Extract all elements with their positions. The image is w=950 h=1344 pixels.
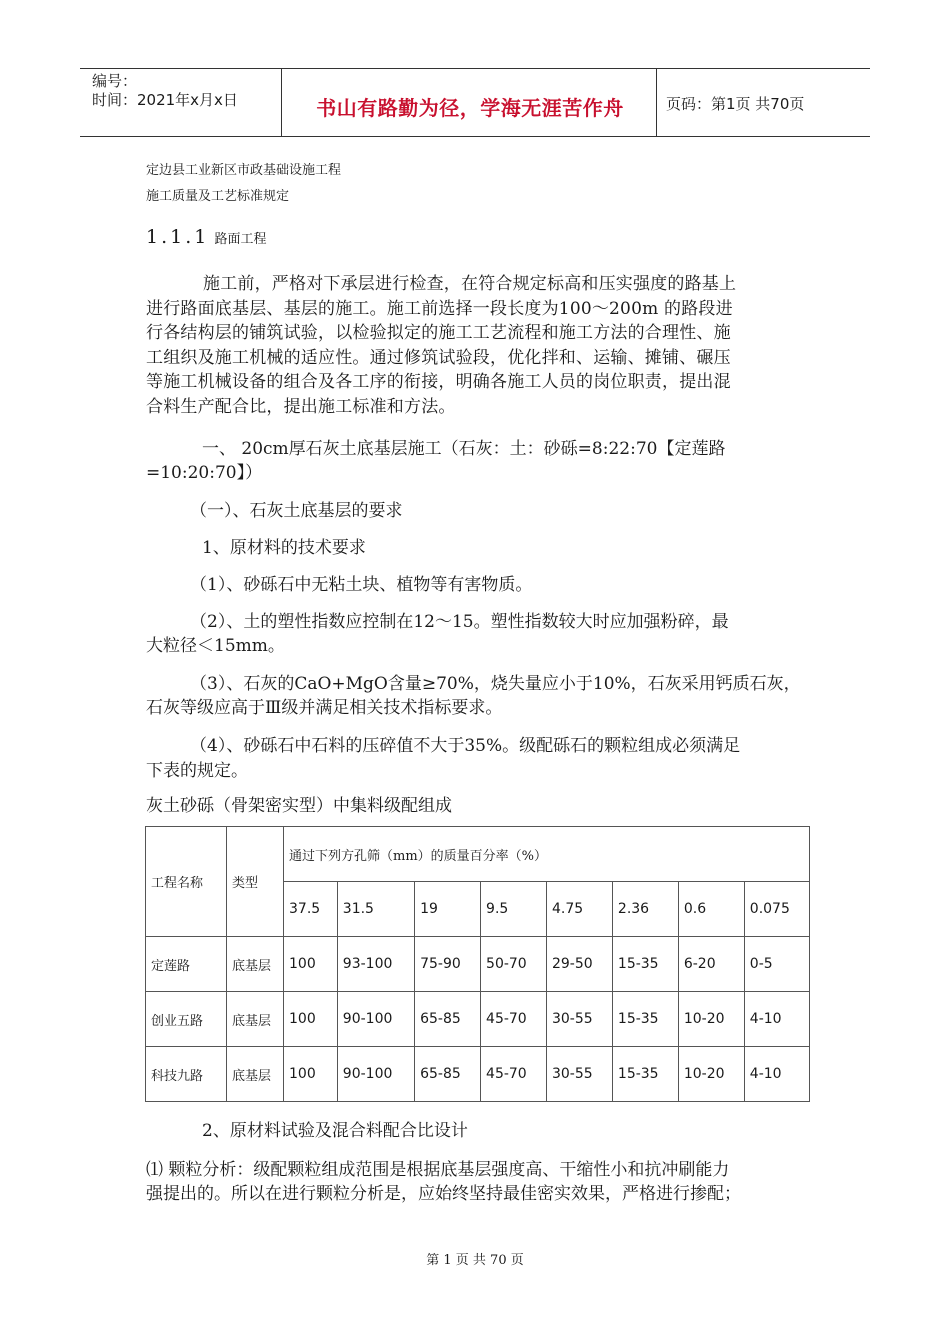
column-header-type: 类型 [227, 827, 284, 937]
header-time-label: 时间：2021年x月x日 [92, 91, 238, 109]
row-value: 50-70 [481, 937, 547, 992]
row-value: 10-20 [678, 1047, 744, 1102]
requirement-2-line1: （2）、土的塑性指数应控制在12～15。塑性指数较大时应加强粉碎，最 [190, 612, 729, 632]
row-type: 底基层 [227, 937, 284, 992]
column-header-passing: 通过下列方孔筛（mm）的质量百分率（%） [284, 827, 810, 882]
row-value: 93-100 [337, 937, 414, 992]
requirement-4-line1: （4）、砂砾石中石料的压碎值不大于35%。级配砾石的颗粒组成必须满足 [190, 736, 741, 756]
row-type: 底基层 [227, 992, 284, 1047]
analysis-line2: 强提出的。所以在进行颗粒分析是，应始终坚持最佳密实效果，严格进行掺配； [146, 1184, 741, 1204]
header-divider-left [281, 68, 282, 136]
sub-heading-requirements: （一）、石灰土底基层的要求 [190, 501, 403, 521]
table-header-row [146, 827, 810, 882]
row-value: 30-55 [546, 1047, 612, 1102]
section-title: 路面工程 [214, 232, 267, 247]
row-name: 定莲路 [146, 937, 227, 992]
document-subtitle: 施工质量及工艺标准规定 [146, 189, 290, 204]
requirement-4-line2: 下表的规定。 [146, 761, 248, 781]
row-value: 29-50 [546, 937, 612, 992]
sieve-size: 2.36 [612, 882, 678, 937]
table-row [146, 992, 810, 1047]
intro-line: 等施工机械设备的组合及各工序的衔接，明确各施工人员的岗位职责，提出混 [146, 372, 731, 392]
row-value: 30-55 [546, 992, 612, 1047]
sieve-size: 0.6 [678, 882, 744, 937]
page-footer: 第 1 页 共 70 页 [426, 1253, 524, 1268]
intro-line: 施工前，严格对下承层进行检查，在符合规定标高和压实强度的路基上 [203, 274, 737, 294]
sieve-size: 9.5 [481, 882, 547, 937]
table-row [146, 1047, 810, 1102]
header-top-rule [80, 68, 870, 69]
intro-line: 行各结构层的铺筑试验，以检验拟定的施工工艺流程和施工方法的合理性、施 [146, 323, 731, 343]
sieve-size: 19 [415, 882, 481, 937]
intro-line: 工组织及施工机械的适应性。通过修筑试验段，优化拌和、运输、摊铺、碾压 [146, 347, 731, 368]
column-header-name: 工程名称 [146, 827, 227, 937]
row-value: 90-100 [337, 1047, 414, 1102]
row-value: 4-10 [744, 992, 809, 1047]
row-value: 10-20 [678, 992, 744, 1047]
row-name: 创业五路 [146, 992, 227, 1047]
row-value: 100 [284, 1047, 338, 1102]
grading-table [145, 826, 810, 1102]
requirement-3-line2: 石灰等级应高于Ⅲ级并满足相关技术指标要求。 [146, 698, 503, 718]
sieve-size: 31.5 [337, 882, 414, 937]
header-page-info: 页码：第1页 共70页 [666, 95, 805, 113]
row-value: 65-85 [415, 1047, 481, 1102]
sieve-size: 0.075 [744, 882, 809, 937]
requirement-3-line1: （3）、石灰的CaO+MgO含量≥70%，烧失量应小于10%，石灰采用钙质石灰， [190, 674, 801, 694]
heading-one-line1: 一、 20cm厚石灰土底基层施工（石灰：土：砂砾=8:22:70【定莲路 [202, 439, 726, 459]
requirement-1: （1）、砂砾石中无粘土块、植物等有害物质。 [190, 575, 533, 595]
row-value: 4-10 [744, 1047, 809, 1102]
project-title: 定边县工业新区市政基础设施工程 [146, 163, 342, 178]
intro-paragraph [146, 272, 826, 419]
row-value: 15-35 [612, 992, 678, 1047]
heading-one-line2: =10:20:70】） [146, 463, 263, 483]
row-value: 15-35 [612, 1047, 678, 1102]
sieve-size: 37.5 [284, 882, 338, 937]
row-value: 75-90 [415, 937, 481, 992]
section-number: 1.1.1 [146, 226, 210, 248]
requirement-2-line2: 大粒径＜15mm。 [146, 636, 285, 656]
header-divider-right [656, 68, 657, 136]
header-bottom-rule [80, 136, 870, 137]
row-value: 90-100 [337, 992, 414, 1047]
row-name: 科技九路 [146, 1047, 227, 1102]
row-type: 底基层 [227, 1047, 284, 1102]
intro-line: 进行路面底基层、基层的施工。施工前选择一段长度为100～200m 的路段进 [146, 298, 733, 319]
row-value: 0-5 [744, 937, 809, 992]
sub-heading-mix-design: 2、原材料试验及混合料配合比设计 [202, 1121, 468, 1141]
table-row [146, 937, 810, 992]
section-heading [146, 226, 266, 248]
row-value: 6-20 [678, 937, 744, 992]
header-motto: 书山有路勤为径，学海无涯苦作舟 [316, 96, 624, 120]
header-code-label: 编号： [92, 72, 138, 90]
row-value: 65-85 [415, 992, 481, 1047]
analysis-line1: ⑴ 颗粒分析：级配颗粒组成范围是根据底基层强度高、干缩性小和抗冲刷能力 [146, 1160, 730, 1180]
sub-heading-materials: 1、原材料的技术要求 [202, 538, 366, 558]
row-value: 100 [284, 937, 338, 992]
row-value: 100 [284, 992, 338, 1047]
row-value: 15-35 [612, 937, 678, 992]
row-value: 45-70 [481, 1047, 547, 1102]
row-value: 45-70 [481, 992, 547, 1047]
sieve-size: 4.75 [546, 882, 612, 937]
intro-line: 合料生产配合比，提出施工标准和方法。 [146, 396, 456, 417]
table-caption: 灰土砂砾（骨架密实型）中集料级配组成 [146, 796, 452, 816]
